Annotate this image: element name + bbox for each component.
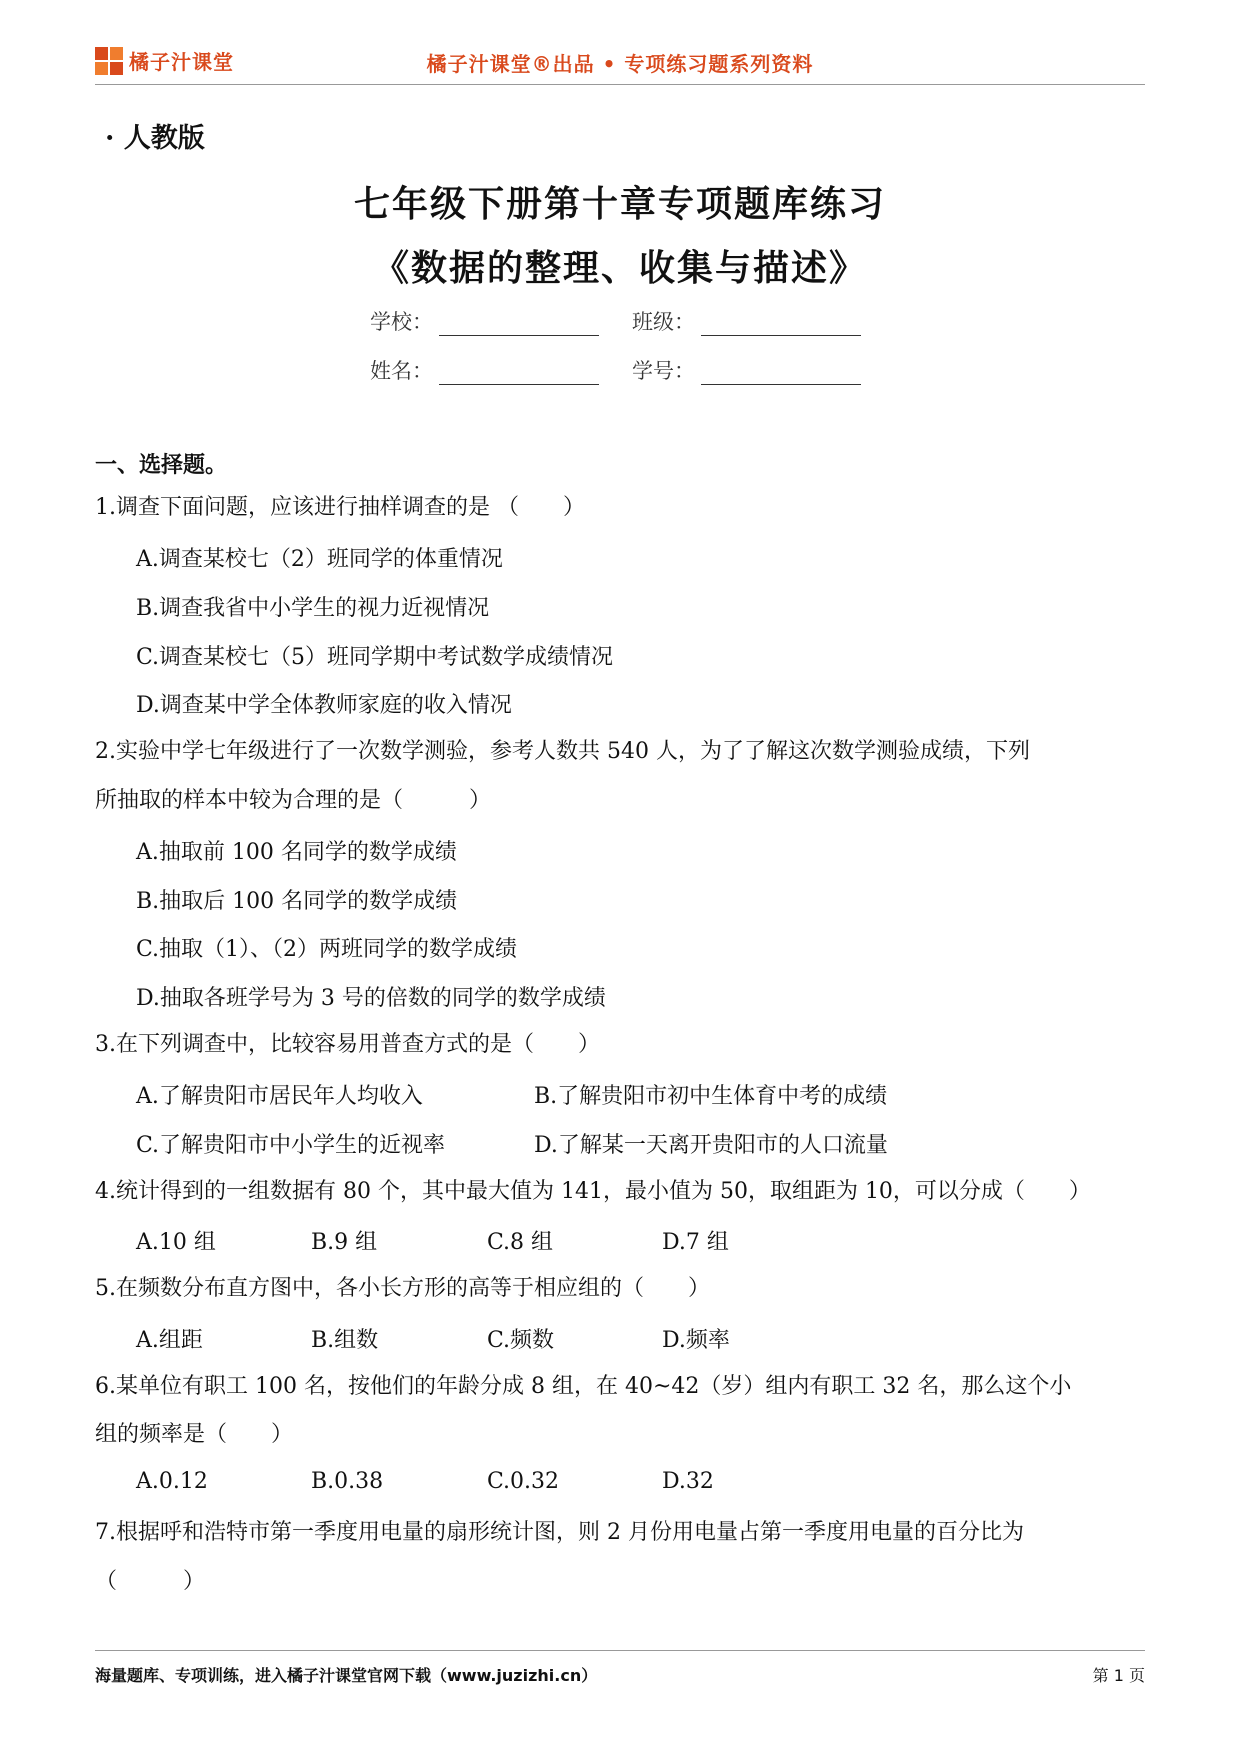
question-3-option-d: D.了解某一天离开贵阳市的人口流量 xyxy=(534,1133,888,1158)
question-1-stem: 1.调查下面问题，应该进行抽样调查的是 （ ） xyxy=(95,495,585,520)
question-1-option-b: B.调查我省中小学生的视力近视情况 xyxy=(136,596,490,621)
school-label: 学校： xyxy=(370,310,433,334)
question-5-stem: 5.在频数分布直方图中，各小长方形的高等于相应组的（ ） xyxy=(95,1276,710,1301)
question-5-option-d: D.频率 xyxy=(662,1328,730,1353)
question-6-stem-line1: 6.某单位有职工 100 名，按他们的年龄分成 8 组，在 40~42（岁）组内有职工 32 名，那么这个小 xyxy=(95,1374,1072,1399)
question-2-option-d: D.抽取各班学号为 3 号的倍数的同学的数学成绩 xyxy=(136,986,606,1011)
student-no-label: 学号： xyxy=(632,359,695,383)
question-1-option-d: D.调查某中学全体教师家庭的收入情况 xyxy=(136,693,512,718)
class-field xyxy=(632,306,861,336)
edition-label: · 人教版 xyxy=(105,123,205,154)
question-2-option-a: A.抽取前 100 名同学的数学成绩 xyxy=(136,840,457,865)
header-title: 橘子汁课堂®出品 • 专项练习题系列资料 xyxy=(426,52,814,76)
student-no-blank[interactable] xyxy=(701,362,861,385)
school-blank[interactable] xyxy=(439,313,599,336)
question-6-option-c: C.0.32 xyxy=(487,1469,560,1494)
page-number: 第 1 页 xyxy=(1092,1666,1145,1685)
question-3-option-b: B.了解贵阳市初中生体育中考的成绩 xyxy=(534,1084,888,1109)
question-2-option-c: C.抽取（1）、（2）两班同学的数学成绩 xyxy=(136,937,518,962)
question-5-option-c: C.频数 xyxy=(487,1328,555,1353)
question-3-stem: 3.在下列调查中，比较容易用普查方式的是（ ） xyxy=(95,1032,600,1057)
question-2-stem-line2: 所抽取的样本中较为合理的是（ ） xyxy=(95,788,492,813)
question-4-stem: 4.统计得到的一组数据有 80 个，其中最大值为 141，最小值为 50，取组距为 10，可以分成（ ） xyxy=(95,1179,1091,1204)
question-3-option-a: A.了解贵阳市居民年人均收入 xyxy=(136,1084,423,1109)
name-field xyxy=(370,355,599,385)
name-label: 姓名： xyxy=(370,359,433,383)
question-4-option-b: B.9 组 xyxy=(311,1230,378,1255)
question-1-option-c: C.调查某校七（5）班同学期中考试数学成绩情况 xyxy=(136,645,614,670)
question-5-option-b: B.组数 xyxy=(311,1328,379,1353)
question-4-option-c: C.8 组 xyxy=(487,1230,554,1255)
question-6-option-d: D.32 xyxy=(662,1469,714,1494)
logo-text: 橘子汁课堂 xyxy=(129,50,234,74)
name-blank[interactable] xyxy=(439,362,599,385)
question-2-option-b: B.抽取后 100 名同学的数学成绩 xyxy=(136,889,458,914)
question-1-option-a: A.调查某校七（2）班同学的体重情况 xyxy=(136,547,503,572)
page-header xyxy=(95,42,1145,85)
page-title: 七年级下册第十章专项题库练习 xyxy=(353,183,886,225)
school-field xyxy=(370,306,599,336)
class-blank[interactable] xyxy=(701,313,861,336)
question-7-stem-line2: （ ） xyxy=(95,1569,206,1594)
class-label: 班级： xyxy=(632,310,695,334)
student-no-field xyxy=(632,355,861,385)
question-7-stem-line1: 7.根据呼和浩特市第一季度用电量的扇形统计图，则 2 月份用电量占第一季度用电量的百分比为 xyxy=(95,1520,1024,1545)
question-6-option-b: B.0.38 xyxy=(311,1469,384,1494)
question-3-option-c: C.了解贵阳市中小学生的近视率 xyxy=(136,1133,446,1158)
question-6-stem-line2: 组的频率是（ ） xyxy=(95,1422,294,1447)
question-2-stem-line1: 2.实验中学七年级进行了一次数学测验，参考人数共 540 人，为了了解这次数学测验成绩，下列 xyxy=(95,739,1030,764)
section-title: 一、选择题。 xyxy=(95,452,228,478)
footer-note: 海量题库、专项训练，进入橘子汁课堂官网下载（www.juzizhi.cn） xyxy=(95,1666,598,1685)
question-6-option-a: A.0.12 xyxy=(136,1469,208,1494)
question-4-option-d: D.7 组 xyxy=(662,1230,729,1255)
question-4-option-a: A.10 组 xyxy=(136,1230,216,1255)
page-subtitle: 《数据的整理、收集与描述》 xyxy=(372,247,867,289)
page-footer xyxy=(95,1650,1145,1691)
question-5-option-a: A.组距 xyxy=(136,1328,203,1353)
